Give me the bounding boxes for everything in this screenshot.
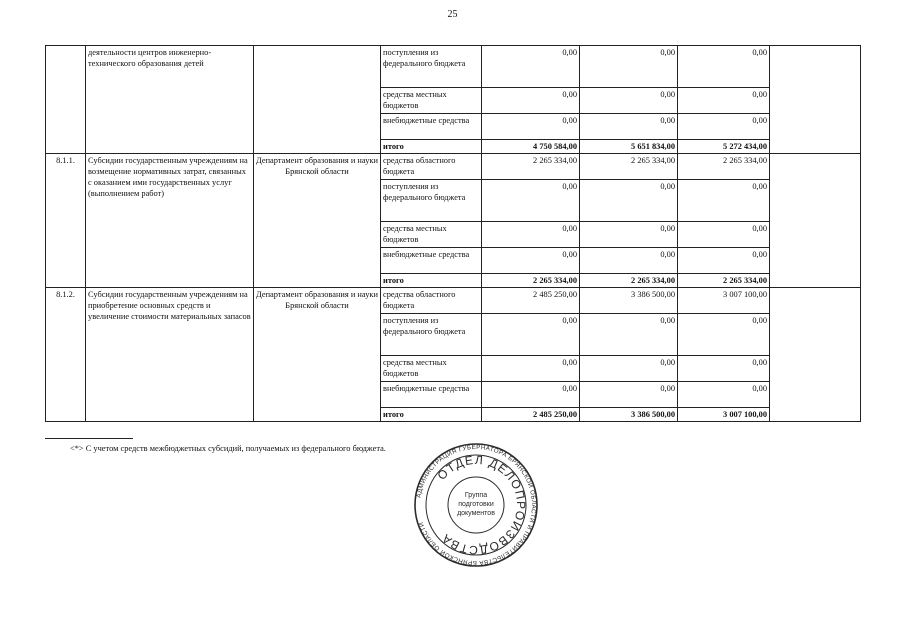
funding-source-label: поступления из федерального бюджета <box>381 314 482 356</box>
item-code: 8.1.2. <box>46 288 86 422</box>
amount-cell: 0,00 <box>580 314 678 356</box>
amount-cell: 0,00 <box>580 46 678 88</box>
amount-cell: 0,00 <box>580 88 678 114</box>
funding-source-label: поступления из федерального бюджета <box>381 46 482 88</box>
notes-cell <box>770 288 861 422</box>
amount-cell: 2 265 334,00 <box>580 274 678 288</box>
table-row <box>46 154 861 180</box>
amount-cell: 0,00 <box>678 180 770 222</box>
amount-cell: 0,00 <box>482 88 580 114</box>
funding-source-label: средства областного бюджета <box>381 288 482 314</box>
funding-source-label: средства областного бюджета <box>381 154 482 180</box>
amount-cell: 3 007 100,00 <box>678 408 770 422</box>
stamp-center-line-3: документов <box>457 510 495 517</box>
page-number: 25 <box>447 9 458 20</box>
amount-cell: 2 265 334,00 <box>580 154 678 180</box>
official-stamp <box>413 442 539 568</box>
amount-cell: 2 265 334,00 <box>482 274 580 288</box>
amount-cell: 2 265 334,00 <box>678 274 770 288</box>
amount-cell: 3 007 100,00 <box>678 288 770 314</box>
item-name: деятельности центров инженерно-технического образования детей <box>86 46 254 154</box>
funding-source-label: итого <box>381 408 482 422</box>
amount-cell: 3 386 500,00 <box>580 408 678 422</box>
funding-source-label: внебюджетные средства <box>381 114 482 140</box>
amount-cell: 0,00 <box>580 222 678 248</box>
amount-cell: 0,00 <box>482 180 580 222</box>
amount-cell: 0,00 <box>580 180 678 222</box>
amount-cell: 0,00 <box>678 356 770 382</box>
notes-cell <box>770 46 861 154</box>
table-row <box>46 288 861 314</box>
stamp-center-line-2: подготовки <box>458 501 494 508</box>
amount-cell: 3 386 500,00 <box>580 288 678 314</box>
item-executor: Департамент образования и науки Брянской области <box>254 288 381 422</box>
amount-cell: 0,00 <box>482 314 580 356</box>
funding-source-label: средства местных бюджетов <box>381 88 482 114</box>
amount-cell: 2 485 250,00 <box>482 408 580 422</box>
item-name: Субсидии государственным учреждениям на возмещение нормативных затрат, связанных с оказанием ими государственных услуг (выполнением работ) <box>86 154 254 288</box>
notes-cell <box>770 154 861 288</box>
funding-source-label: итого <box>381 274 482 288</box>
amount-cell: 0,00 <box>678 382 770 408</box>
amount-cell: 0,00 <box>482 248 580 274</box>
amount-cell: 0,00 <box>580 356 678 382</box>
amount-cell: 5 272 434,00 <box>678 140 770 154</box>
funding-source-label: внебюджетные средства <box>381 382 482 408</box>
amount-cell: 0,00 <box>580 248 678 274</box>
footnote: <*> С учетом средств межбюджетных субсидий, получаемых из федерального бюджета. <box>70 444 386 453</box>
funding-source-label: внебюджетные средства <box>381 248 482 274</box>
item-code <box>46 46 86 154</box>
amount-cell: 0,00 <box>482 114 580 140</box>
table-row <box>46 46 861 88</box>
amount-cell: 0,00 <box>678 114 770 140</box>
item-code: 8.1.1. <box>46 154 86 288</box>
stamp-seal-icon <box>413 442 539 568</box>
amount-cell: 5 651 834,00 <box>580 140 678 154</box>
amount-cell: 4 750 584,00 <box>482 140 580 154</box>
amount-cell: 0,00 <box>678 314 770 356</box>
funding-source-label: средства местных бюджетов <box>381 222 482 248</box>
item-executor <box>254 46 381 154</box>
stamp-ring-text: ОТДЕЛ ДЕЛОПРОИЗВОДСТВА <box>434 452 529 558</box>
amount-cell: 0,00 <box>678 248 770 274</box>
amount-cell: 0,00 <box>482 222 580 248</box>
funding-source-label: итого <box>381 140 482 154</box>
funding-source-label: поступления из федерального бюджета <box>381 180 482 222</box>
amount-cell: 0,00 <box>580 114 678 140</box>
amount-cell: 0,00 <box>678 222 770 248</box>
amount-cell: 0,00 <box>678 88 770 114</box>
amount-cell: 0,00 <box>482 382 580 408</box>
funding-source-label: средства местных бюджетов <box>381 356 482 382</box>
stamp-center-line-1: Группа <box>464 492 488 499</box>
amount-cell: 2 485 250,00 <box>482 288 580 314</box>
amount-cell: 0,00 <box>580 382 678 408</box>
budget-table <box>45 45 861 422</box>
footnote-divider <box>45 438 133 439</box>
item-executor: Департамент образования и науки Брянской области <box>254 154 381 288</box>
amount-cell: 2 265 334,00 <box>678 154 770 180</box>
stamp-outer-text: АДМИНИСТРАЦИЯ ГУБЕРНАТОРА БРЯНСКОЙ ОБЛАСТИ И ПРАВИТЕЛЬСТВА БРЯНСКОЙ ОБЛАСТИ <box>415 443 538 567</box>
amount-cell: 0,00 <box>678 46 770 88</box>
item-name: Субсидии государственным учреждениям на приобретение основных средств и увеличение стоимости материальных запасов <box>86 288 254 422</box>
amount-cell: 2 265 334,00 <box>482 154 580 180</box>
amount-cell: 0,00 <box>482 356 580 382</box>
amount-cell: 0,00 <box>482 46 580 88</box>
